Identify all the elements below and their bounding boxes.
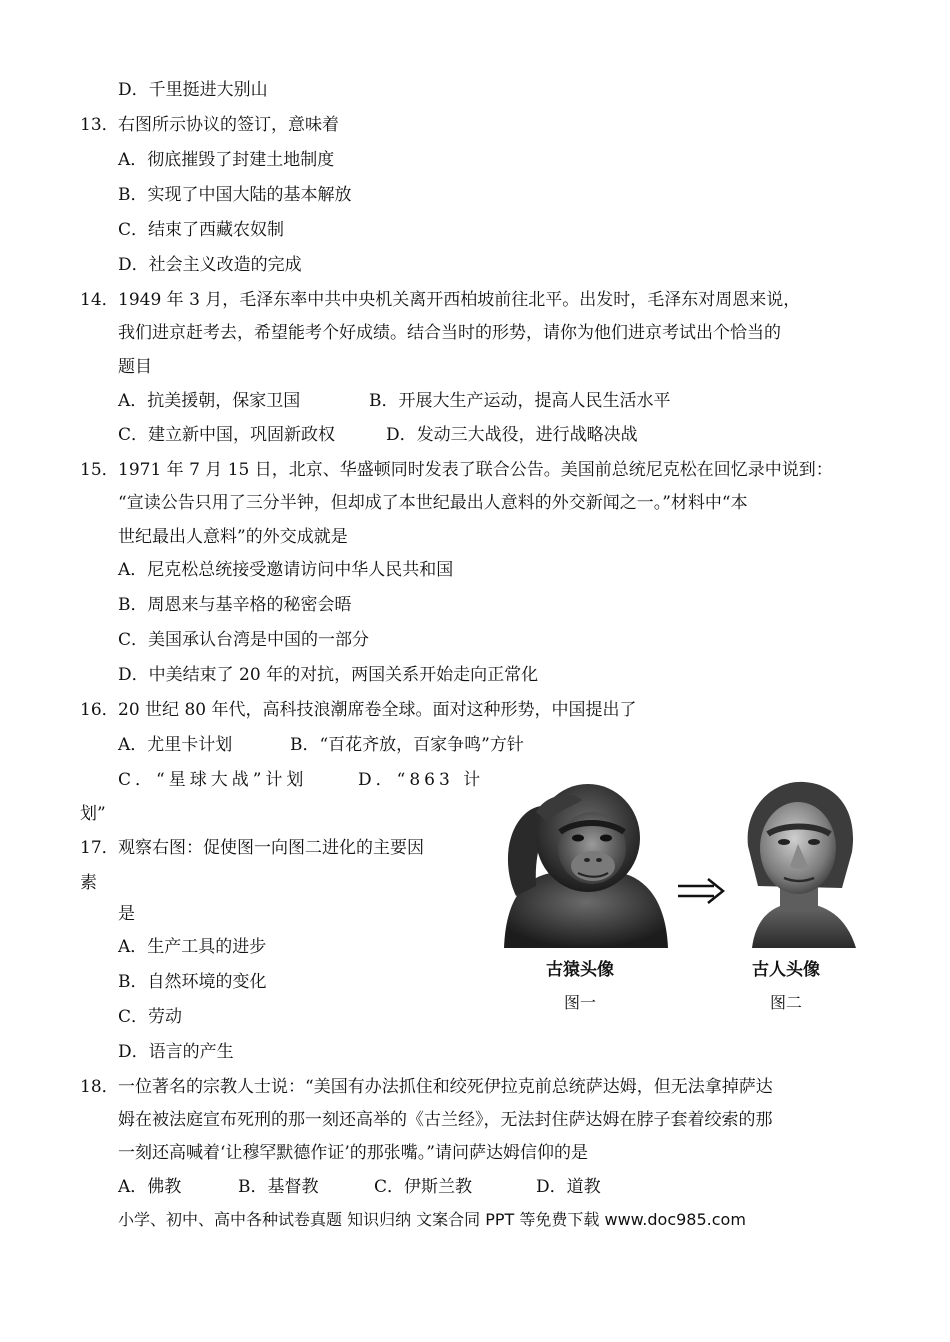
q14-option-c: C．建立新中国，巩固新政权: [118, 425, 336, 445]
q17-stem-line1: 观察右图：促使图一向图二进化的主要因: [118, 838, 424, 858]
q15-option-d: D．中美结束了 20 年的对抗，两国关系开始走向正常化: [118, 665, 539, 685]
figure2-caption: 古人头像: [752, 960, 820, 980]
q15-stem-line1: 1971 年 7 月 15 日，北京、华盛顿同时发表了联合公告。美国前总统尼克松在回忆录中说到：: [118, 460, 833, 480]
q16-option-b: B．“百花齐放，百家争鸣”方针: [290, 735, 524, 755]
q15-option-c: C．美国承认台湾是中国的一部分: [118, 630, 370, 650]
q17-option-d: D．语言的产生: [118, 1042, 234, 1062]
q18-stem-line2: 姆在被法庭宣布死刑的那一刻还高举的《古兰经》，无法封住萨达姆在脖子套着绞索的那: [118, 1110, 773, 1130]
q13-option-d: D．社会主义改造的完成: [118, 255, 302, 275]
q15-option-a: A．尼克松总统接受邀请访问中华人民共和国: [118, 560, 454, 580]
q14-stem-line3: 题目: [118, 357, 152, 377]
q18-stem-line1: 一位著名的宗教人士说：“美国有办法抓住和绞死伊拉克前总统萨达姆，但无法拿掉萨达: [118, 1077, 773, 1097]
q17-number: 17．: [80, 838, 119, 858]
q16-option-d: D．“863 计: [358, 770, 485, 790]
q17-option-b: B．自然环境的变化: [118, 972, 267, 992]
q12-option-d: D．千里挺进大别山: [118, 80, 268, 100]
q16-option-d-wrap: 划”: [80, 804, 106, 824]
q14-option-d: D．发动三大战役，进行战略决战: [386, 425, 638, 445]
figure2-label: 图二: [770, 993, 803, 1012]
q16-stem: 20 世纪 80 年代，高科技浪潮席卷全球。面对这种形势，中国提出了: [118, 700, 637, 720]
evolution-arrow-icon: [676, 876, 726, 906]
ape-head-image: [496, 776, 672, 948]
q16-option-a: A．尤里卡计划: [118, 735, 233, 755]
q18-option-d: D．道教: [536, 1177, 601, 1197]
q17-option-c: C．劳动: [118, 1007, 183, 1027]
q16-option-c: C．“星球大战”计划: [118, 770, 308, 790]
q15-stem-line3: 世纪最出人意料”的外交成就是: [118, 527, 348, 547]
q13-option-b: B．实现了中国大陆的基本解放: [118, 185, 352, 205]
q14-option-b: B．开展大生产运动，提高人民生活水平: [369, 391, 671, 411]
q18-option-b: B．基督教: [238, 1177, 319, 1197]
q15-number: 15．: [80, 460, 119, 480]
q14-option-a: A．抗美援朝，保家卫国: [118, 391, 301, 411]
q17-option-a: A．生产工具的进步: [118, 937, 267, 957]
q18-stem-line3: 一刻还高喊着‘让穆罕默德作证’的那张嘴。”请问萨达姆信仰的是: [118, 1143, 588, 1163]
q15-option-b: B．周恩来与基辛格的秘密会晤: [118, 595, 352, 615]
archaic-human-bust-image: [734, 776, 864, 948]
q18-option-a: A．佛教: [118, 1177, 182, 1197]
q18-number: 18．: [80, 1077, 119, 1097]
q17-stem-line3: 是: [118, 904, 135, 924]
q14-number: 14．: [80, 290, 119, 310]
q14-stem-line2: 我们进京赶考去，希望能考个好成绩。结合当时的形势，请你为他们进京考试出个恰当的: [118, 323, 781, 343]
q18-option-c: C．伊斯兰教: [374, 1177, 473, 1197]
q15-stem-line2: “宣读公告只用了三分半钟，但却成了本世纪最出人意料的外交新闻之一。”材料中“本: [118, 493, 748, 513]
q14-stem-line1: 1949 年 3 月，毛泽东率中共中央机关离开西柏坡前往北平。出发时，毛泽东对周恩来说，: [118, 290, 801, 310]
q13-option-a: A．彻底摧毁了封建土地制度: [118, 150, 335, 170]
q13-option-c: C．结束了西藏农奴制: [118, 220, 285, 240]
q16-number: 16．: [80, 700, 119, 720]
figure1-label: 图一: [564, 993, 597, 1012]
q13-stem: 右图所示协议的签订，意味着: [118, 115, 339, 135]
q13-number: 13．: [80, 115, 119, 135]
figure1-caption: 古猿头像: [546, 960, 614, 980]
q17-stem-line2: 素: [80, 873, 97, 893]
page-footer: 小学、初中、高中各种试卷真题 知识归纳 文案合同 PPT 等免费下载 www.doc985.com: [118, 1210, 746, 1229]
